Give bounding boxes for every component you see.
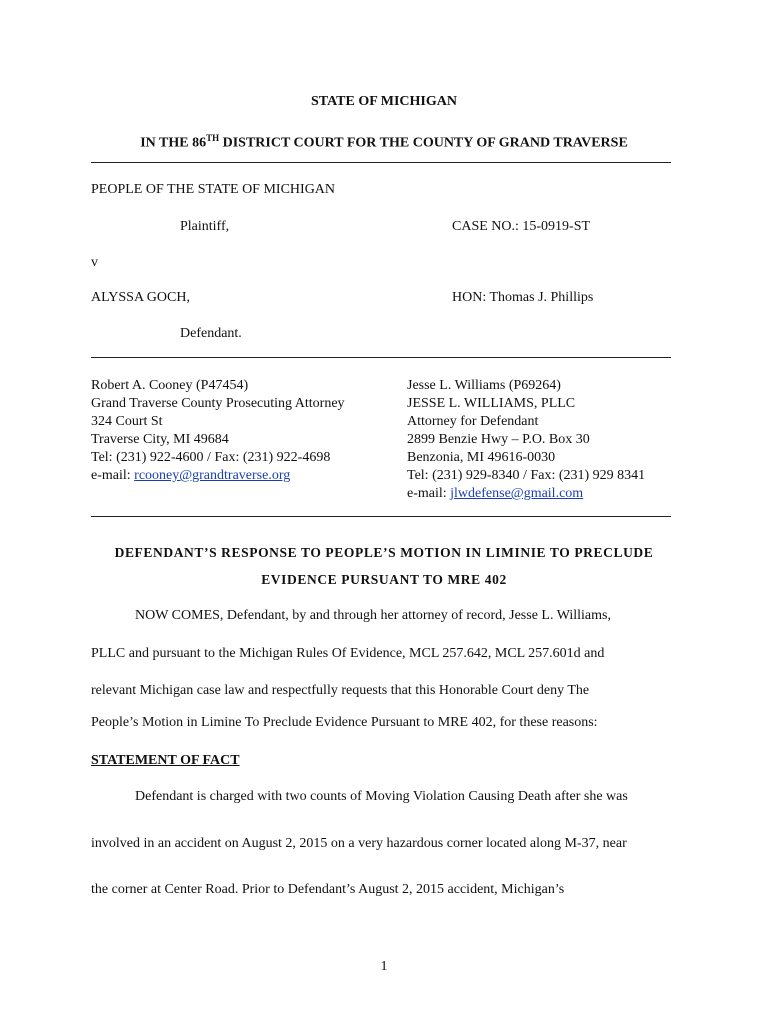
versus-label: v bbox=[91, 255, 98, 270]
prosecutor-email-link[interactable]: rcooney@grandtraverse.org bbox=[134, 468, 291, 483]
divider-1 bbox=[91, 162, 671, 163]
intro-line-4: People’s Motion in Limine To Preclude Evidence Pursuant to MRE 402, for these reasons: bbox=[91, 715, 598, 730]
facts-line-1: Defendant is charged with two counts of Moving Violation Causing Death after she was bbox=[135, 789, 628, 804]
prosecutor-block bbox=[91, 377, 345, 485]
defense-city: Benzonia, MI 49616-0030 bbox=[407, 450, 556, 465]
prosecutor-street: 324 Court St bbox=[91, 414, 163, 429]
court-ordinal-suffix: TH bbox=[206, 133, 220, 143]
divider-3 bbox=[91, 516, 671, 517]
facts-line-3: the corner at Center Road. Prior to Defendant’s August 2, 2015 accident, Michigan’s bbox=[91, 882, 565, 897]
defense-email-line bbox=[407, 485, 645, 503]
judge-name: HON: Thomas J. Phillips bbox=[452, 290, 594, 305]
intro-line-2: PLLC and pursuant to the Michigan Rules Of Evidence, MCL 257.642, MCL 257.601d and bbox=[91, 646, 605, 661]
document-title-line-1: DEFENDANT’S RESPONSE TO PEOPLE’S MOTION IN LIMINIE TO PRECLUDE bbox=[114, 545, 654, 560]
prosecutor-office: Grand Traverse County Prosecuting Attorney bbox=[91, 396, 345, 411]
defense-block bbox=[407, 377, 645, 503]
people-label: PEOPLE OF THE STATE OF MICHIGAN bbox=[91, 182, 336, 197]
intro-line-3: relevant Michigan case law and respectfully requests that this Honorable Court deny The bbox=[91, 683, 590, 698]
court-state-heading: STATE OF MICHIGAN bbox=[311, 94, 457, 109]
defendant-label: Defendant. bbox=[180, 326, 242, 341]
prosecutor-name: Robert A. Cooney (P47454) bbox=[91, 378, 249, 393]
prosecutor-city: Traverse City, MI 49684 bbox=[91, 432, 229, 447]
defense-name: Jesse L. Williams (P69264) bbox=[407, 378, 561, 393]
defense-firm: JESSE L. WILLIAMS, PLLC bbox=[407, 396, 576, 411]
defendant-name: ALYSSA GOCH, bbox=[91, 290, 190, 305]
defense-role: Attorney for Defendant bbox=[407, 414, 539, 429]
intro-line-1: NOW COMES, Defendant, by and through her attorney of record, Jesse L. Williams, bbox=[135, 608, 611, 623]
prosecutor-email-line bbox=[91, 467, 345, 485]
defense-phone: Tel: (231) 929-8340 / Fax: (231) 929 8341 bbox=[407, 468, 646, 483]
prosecutor-email-label: e-mail: bbox=[91, 468, 135, 483]
defense-email-label: e-mail: bbox=[407, 486, 451, 501]
court-name-heading bbox=[0, 129, 768, 153]
defense-email-link[interactable]: jlwdefense@gmail.com bbox=[450, 486, 584, 501]
statement-of-fact-heading: STATEMENT OF FACT bbox=[91, 753, 240, 768]
plaintiff-label: Plaintiff, bbox=[180, 219, 230, 234]
prosecutor-phone: Tel: (231) 922-4600 / Fax: (231) 922-4698 bbox=[91, 450, 331, 465]
document-title-line-2: EVIDENCE PURSUANT TO MRE 402 bbox=[261, 572, 507, 587]
case-number: CASE NO.: 15-0919-ST bbox=[452, 219, 591, 234]
court-suffix: DISTRICT COURT FOR THE COUNTY OF GRAND TRAVERSE bbox=[219, 135, 628, 151]
defense-street: 2899 Benzie Hwy – P.O. Box 30 bbox=[407, 432, 590, 447]
court-prefix: IN THE 86 bbox=[140, 135, 207, 151]
divider-2 bbox=[91, 357, 671, 358]
facts-line-2: involved in an accident on August 2, 2015 on a very hazardous corner located along M-37, near bbox=[91, 836, 627, 851]
page-number: 1 bbox=[380, 959, 388, 974]
